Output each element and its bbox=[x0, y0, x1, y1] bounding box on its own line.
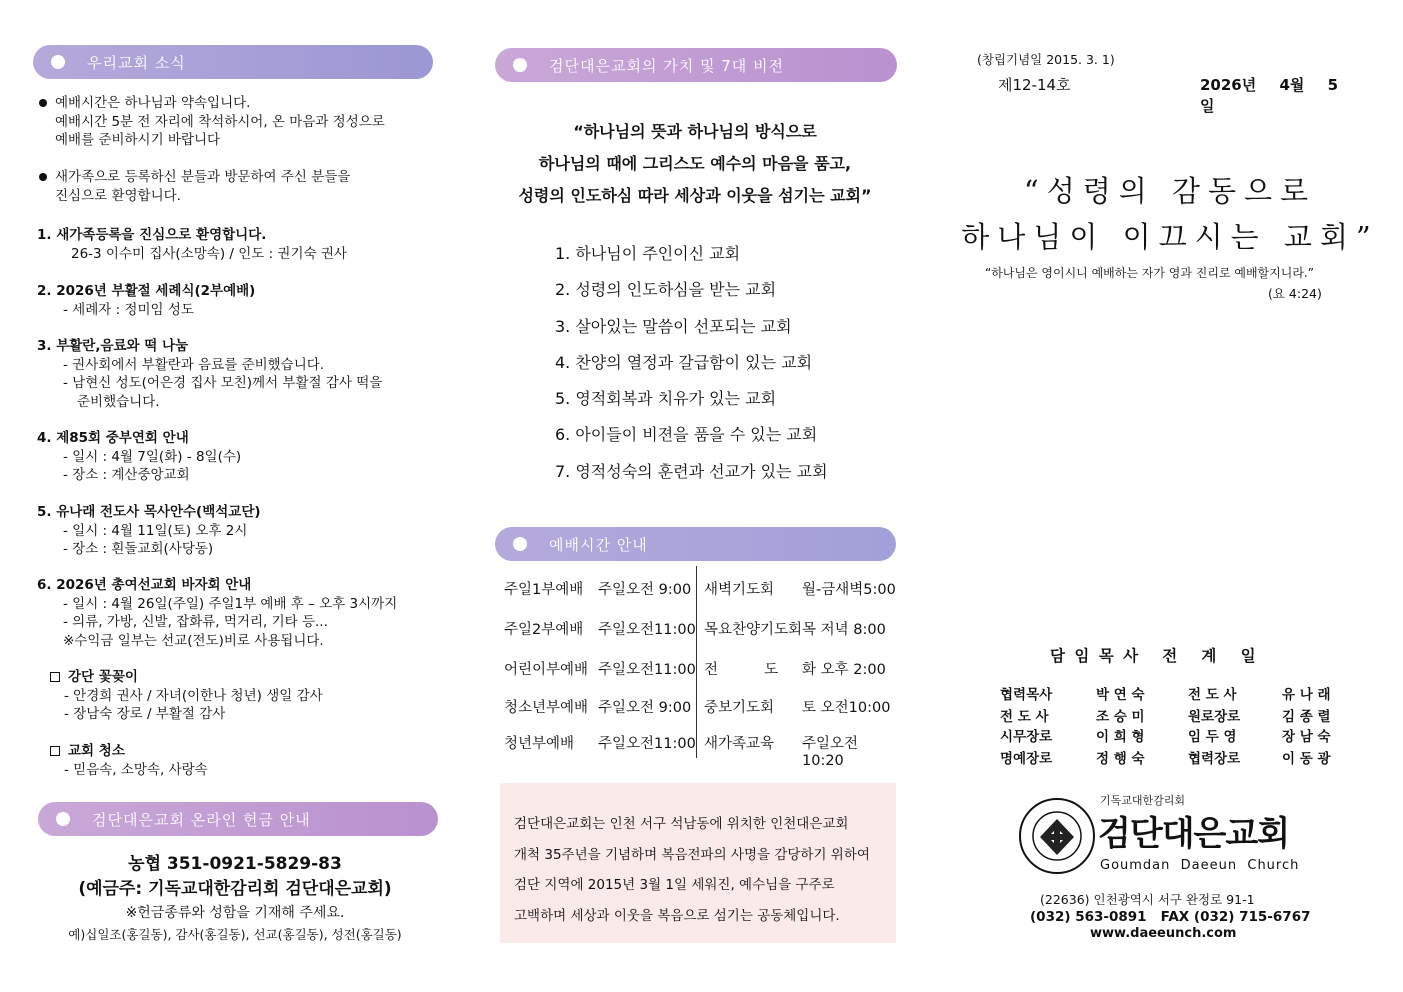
schedule-header: 예배시간 안내 bbox=[495, 527, 896, 561]
cleaning-section: 교회 청소 - 믿음속, 소망속, 사랑속 bbox=[50, 742, 470, 779]
senior-pastor: 담 임 목 사 전 계 일 bbox=[1050, 647, 1258, 665]
church-name-english: Goumdan Daeeun Church bbox=[1100, 858, 1300, 873]
news-item-3: 3. 부활란,음료와 떡 나눔 - 권사회에서 부활란과 음료를 준비했습니다. - 남현신 성도(어은경 집사 모친)께서 부활절 감사 떡을 준비했습니다. bbox=[37, 338, 383, 410]
schedule-row: 청년부예배 주일오전11:00 새가족교육 주일오전10:20 bbox=[504, 736, 859, 769]
news-item-5: 5. 유나래 전도사 목사안수(백석교단) - 일시 : 4월 11일(토) 오후 2시 - 장소 : 흰돌교회(사당동) bbox=[37, 504, 261, 557]
news-item-1: 1. 새가족등록을 진심으로 환영합니다. 26-3 이수미 집사(소망속) / 인도 : 권기숙 권사 bbox=[37, 227, 347, 262]
church-phone: (032) 563-0891 FAX (032) 715-6767 bbox=[1030, 909, 1311, 925]
schedule-row: 주일2부예배 주일오전11:00 목요찬양기도회 목 저녁 8:00 bbox=[504, 622, 886, 638]
founded-date: (창립기념일 2015. 3. 1) bbox=[977, 52, 1115, 67]
vision-item: 3. 살아있는 말씀이 선포되는 교회 bbox=[555, 316, 792, 336]
staff-row: 시무장로 이 희 형 임 두 영 장 남 숙 bbox=[1000, 729, 1331, 745]
news-item-4: 4. 제85회 중부연회 안내 - 일시 : 4월 7일(화) - 8일(수) - 장소 : 계산중앙교회 bbox=[37, 430, 242, 483]
schedule-row: 청소년부예배 주일오전 9:00 중보기도회 토 오전10:00 bbox=[504, 700, 891, 716]
church-address: (22636) 인천광역시 서구 완정로 91-1 bbox=[1040, 892, 1255, 907]
schedule-row: 주일1부예배 주일오전 9:00 새벽기도회 월-금새벽5:00 bbox=[504, 582, 896, 598]
flower-section: 강단 꽃꽂이 - 안경희 권사 / 자녀(이한나 청년) 생일 감사 - 장남숙 장로 / 부활절 감사 bbox=[50, 668, 470, 724]
vision-header: 검단대은교회의 가치 및 7대 비전 bbox=[495, 48, 897, 82]
bullet-dot-icon bbox=[513, 58, 527, 72]
church-motto: “성령의 감동으로 하나님이 이끄시는 교회” bbox=[961, 174, 1379, 254]
issue-number: 제12-14호 bbox=[998, 76, 1071, 94]
issue-date: 2026년 4월 5일 bbox=[1200, 76, 1339, 115]
staff-row: 명예장로 정 행 숙 협력장로 이 동 광 bbox=[1000, 751, 1331, 767]
vision-item: 1. 하나님이 주인이신 교회 bbox=[555, 244, 741, 263]
staff-row: 협력목사 박 연 숙 전 도 사 유 나 래 bbox=[1000, 687, 1331, 703]
vision-item: 5. 영적회복과 치유가 있는 교회 bbox=[555, 389, 777, 409]
vision-item: 6. 아이들이 비젼을 품을 수 있는 교회 bbox=[555, 425, 818, 445]
church-name-logo: 검단대은교회 bbox=[1098, 814, 1290, 854]
offering-info: 농협 351-0921-5829-83 (예금주: 기독교대한감리회 검단대은교회) ※헌금종류와 성함을 기재해 주세요. 예)십일조(홍길동), 감사(홍길동), 선교(홍길동), 성전(홍길동) bbox=[68, 854, 402, 942]
denomination-name: 기독교대한감리회 bbox=[1100, 794, 1186, 807]
vision-item: 4. 찬양의 열정과 갈급함이 있는 교회 bbox=[555, 352, 813, 372]
bullet-dot-icon bbox=[56, 812, 70, 826]
bullet-dot-icon bbox=[51, 55, 65, 69]
church-website[interactable]: www.daeeunch.com bbox=[1090, 926, 1237, 941]
checkbox-icon bbox=[50, 746, 60, 756]
vision-quote: “하나님의 뜻과 하나님의 방식으로 하나님의 때에 그리스도 예수의 마음을 품고, 성령의 인도하심 따라 세상과 이웃을 섬기는 교회” bbox=[518, 122, 872, 205]
vision-item: 2. 성령의 인도하심을 받는 교회 bbox=[555, 280, 777, 300]
news-item-2: 2. 2026년 부활절 세례식(2부예배) - 세례자 : 정미임 성도 bbox=[37, 283, 256, 318]
staff-row: 전 도 사 조 승 미 원로장로 김 종 렬 bbox=[1000, 709, 1331, 725]
vision-list bbox=[555, 236, 895, 490]
schedule-row: 어린이부예배 주일오전11:00 전 도 화 오후 2:00 bbox=[504, 662, 886, 678]
news-header: 우리교회 소식 bbox=[33, 45, 433, 79]
news-item-6: 6. 2026년 총여선교회 바자회 안내 - 일시 : 4월 26일(주일) 주일1부 예배 후 – 오후 3시까지 - 의류, 가방, 신발, 잡화류, 먹거리, 기타 등... ※수익금 일부는 선교(전도)비로 사용됩니다. bbox=[37, 577, 398, 649]
offering-header: 검단대은교회 온라인 헌금 안내 bbox=[38, 802, 438, 836]
news-bullet-1: 예배시간은 하나님과 약속입니다. 예배시간 5분 전 자리에 착석하시어, 온 마음과 정성으로 예배를 준비하시기 바랍니다 bbox=[37, 94, 457, 150]
vision-item: 7. 영적성숙의 훈련과 선교가 있는 교회 bbox=[555, 461, 828, 481]
methodist-seal-icon bbox=[1018, 797, 1096, 875]
checkbox-icon bbox=[50, 672, 60, 682]
scripture-verse: “하나님은 영이시니 예배하는 자가 영과 진리로 예배할지니라.” bbox=[985, 266, 1314, 280]
news-bullet-2: 새가족으로 등록하신 분들과 방문하여 주신 분들을 진심으로 환영합니다. bbox=[37, 168, 457, 205]
church-intro: 검단대은교회는 인천 서구 석남동에 위치한 인천대은교회 개척 35주년을 기념하며 복음전파의 사명을 감당하기 위하여 검단 지역에 2015년 3월 1일 세워진, 예수님을 구주로 고백하며 세상과 이웃을 복음으로 섬기는 공동체입니다. bbox=[500, 783, 896, 943]
scripture-reference: (요 4:24) bbox=[1268, 286, 1322, 301]
bullet-dot-icon bbox=[513, 537, 527, 551]
